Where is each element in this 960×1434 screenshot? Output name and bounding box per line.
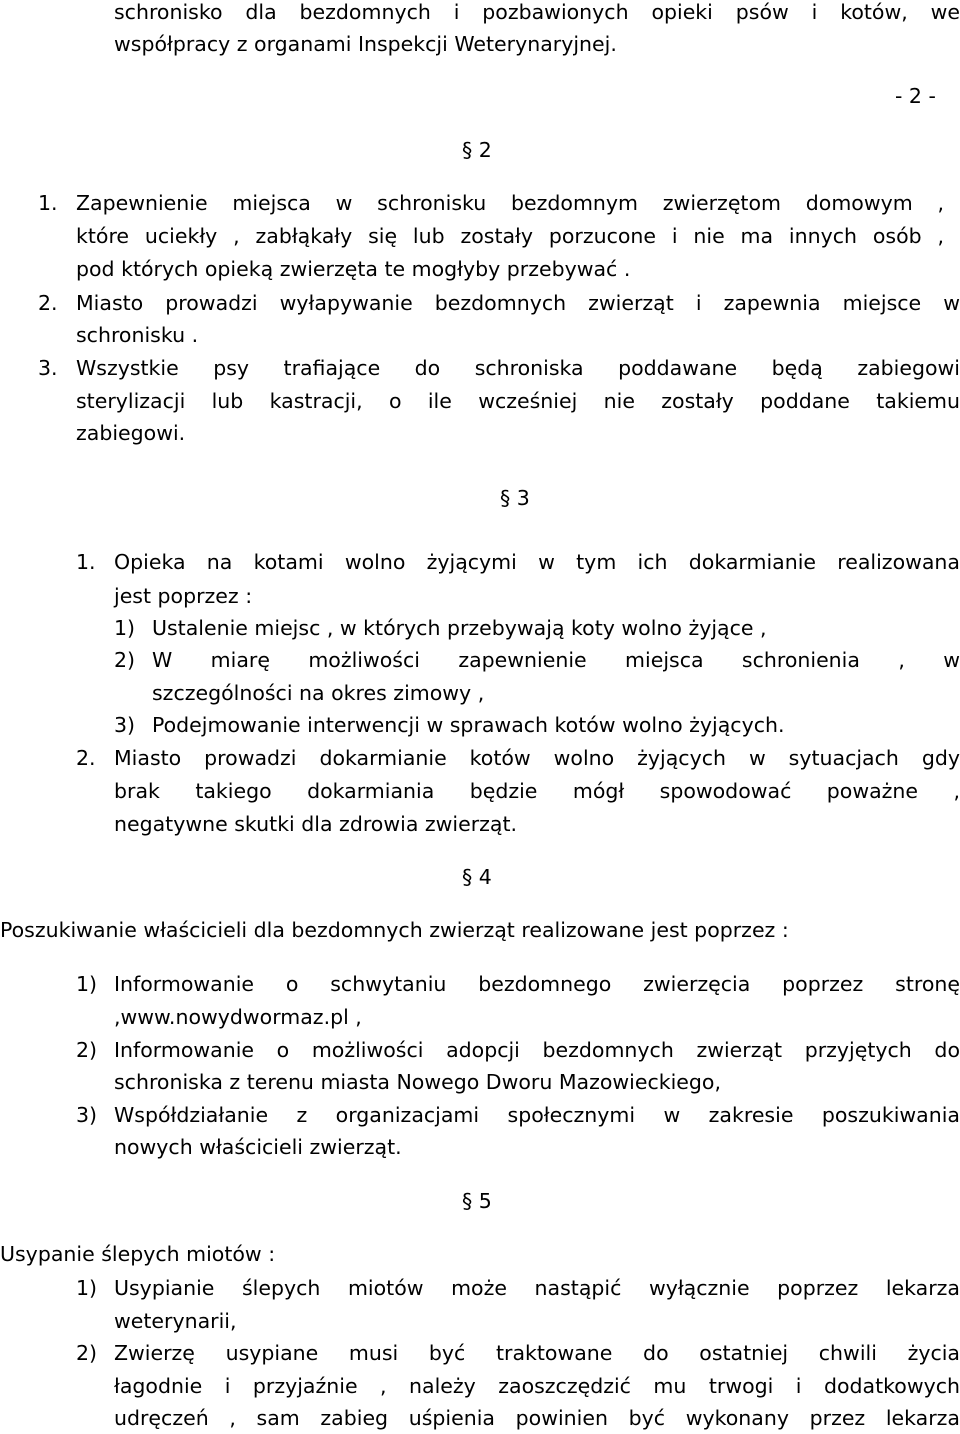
paragraph-line: Wszystkie psy trafiające do schroniska poddawane będą zabiegowi — [76, 356, 960, 380]
paragraph-line: pod których opieką zwierzęta te mogłyby przebywać . — [76, 257, 631, 281]
subitem-number: 1) — [76, 1276, 98, 1300]
section-lead: Poszukiwanie właścicieli dla bezdomnych zwierząt realizowane jest poprzez : — [0, 918, 789, 942]
section-lead: Usypanie ślepych miotów : — [0, 1242, 276, 1266]
subitem-number: 1) — [76, 972, 98, 996]
item-number: 2. — [38, 291, 58, 315]
paragraph-line: Zwierzę usypiane musi być traktowane do ostatniej chwili życia — [114, 1341, 960, 1365]
paragraph-line: łagodnie i przyjaźnie , należy zaoszczędzić mu trwogi i dodatkowych — [114, 1374, 960, 1398]
paragraph-line: Miasto prowadzi wyłapywanie bezdomnych zwierząt i zapewnia miejsce w — [76, 291, 960, 315]
paragraph-line: Informowanie o schwytaniu bezdomnego zwierzęcia poprzez stronę — [114, 972, 960, 996]
section-heading: § 4 — [462, 865, 492, 889]
subitem-number: 2) — [76, 1038, 98, 1062]
section-heading: § 3 — [500, 486, 530, 510]
subitem-number: 1) — [114, 616, 136, 640]
item-number: 1. — [38, 191, 58, 215]
paragraph-line: negatywne skutki dla zdrowia zwierząt. — [114, 812, 518, 836]
item-number: 2. — [76, 746, 96, 770]
subitem-number: 2) — [76, 1341, 98, 1365]
item-number: 3. — [38, 356, 58, 380]
paragraph-line: Podejmowanie interwencji w sprawach kotów wolno żyjących. — [152, 713, 785, 737]
paragraph-line: schroniska z terenu miasta Nowego Dworu Mazowieckiego, — [114, 1070, 721, 1094]
page-number: - 2 - — [895, 84, 936, 108]
paragraph-line: Miasto prowadzi dokarmianie kotów wolno żyjących w sytuacjach gdy — [114, 746, 960, 770]
paragraph-line: Zapewnienie miejsca w schronisku bezdomnym zwierzętom domowym , — [76, 191, 944, 215]
paragraph-line: udręczeń , sam zabieg uśpienia powinien być wykonany przez lekarza — [114, 1406, 960, 1430]
intro-line: współpracy z organami Inspekcji Weterynaryjnej. — [114, 32, 617, 56]
paragraph-line: schronisku . — [76, 323, 199, 347]
paragraph-line: Usypianie ślepych miotów może nastąpić wyłącznie poprzez lekarza — [114, 1276, 960, 1300]
paragraph-line: W miarę możliwości zapewnienie miejsca schronienia , w — [152, 648, 960, 672]
subitem-number: 3) — [114, 713, 136, 737]
paragraph-line: które uciekły , zabłąkały się lub zostały porzucone i nie ma innych osób , — [76, 224, 944, 248]
paragraph-line: Informowanie o możliwości adopcji bezdomnych zwierząt przyjętych do — [114, 1038, 960, 1062]
paragraph-line: zabiegowi. — [76, 421, 186, 445]
paragraph-line: brak takiego dokarmiania będzie mógł spowodować poważne , — [114, 779, 960, 803]
paragraph-line: szczególności na okres zimowy , — [152, 681, 485, 705]
subitem-number: 2) — [114, 648, 136, 672]
paragraph-line: sterylizacji lub kastracji, o ile wcześniej nie zostały poddane takiemu — [76, 389, 960, 413]
paragraph-line: Opieka na kotami wolno żyjącymi w tym ich dokarmianie realizowana — [114, 550, 960, 574]
paragraph-line: nowych właścicieli zwierząt. — [114, 1135, 402, 1159]
section-heading: § 5 — [462, 1189, 492, 1213]
paragraph-line: ,www.nowydwormaz.pl , — [114, 1005, 362, 1029]
item-number: 1. — [76, 550, 96, 574]
paragraph-line: weterynarii, — [114, 1309, 237, 1333]
paragraph-line: jest poprzez : — [114, 584, 253, 608]
paragraph-line: Ustalenie miejsc , w których przebywają koty wolno żyjące , — [152, 616, 767, 640]
paragraph-line: Współdziałanie z organizacjami społecznymi w zakresie poszukiwania — [114, 1103, 960, 1127]
section-heading: § 2 — [462, 138, 492, 162]
intro-line: schronisko dla bezdomnych i pozbawionych opieki psów i kotów, we — [114, 0, 960, 24]
subitem-number: 3) — [76, 1103, 98, 1127]
